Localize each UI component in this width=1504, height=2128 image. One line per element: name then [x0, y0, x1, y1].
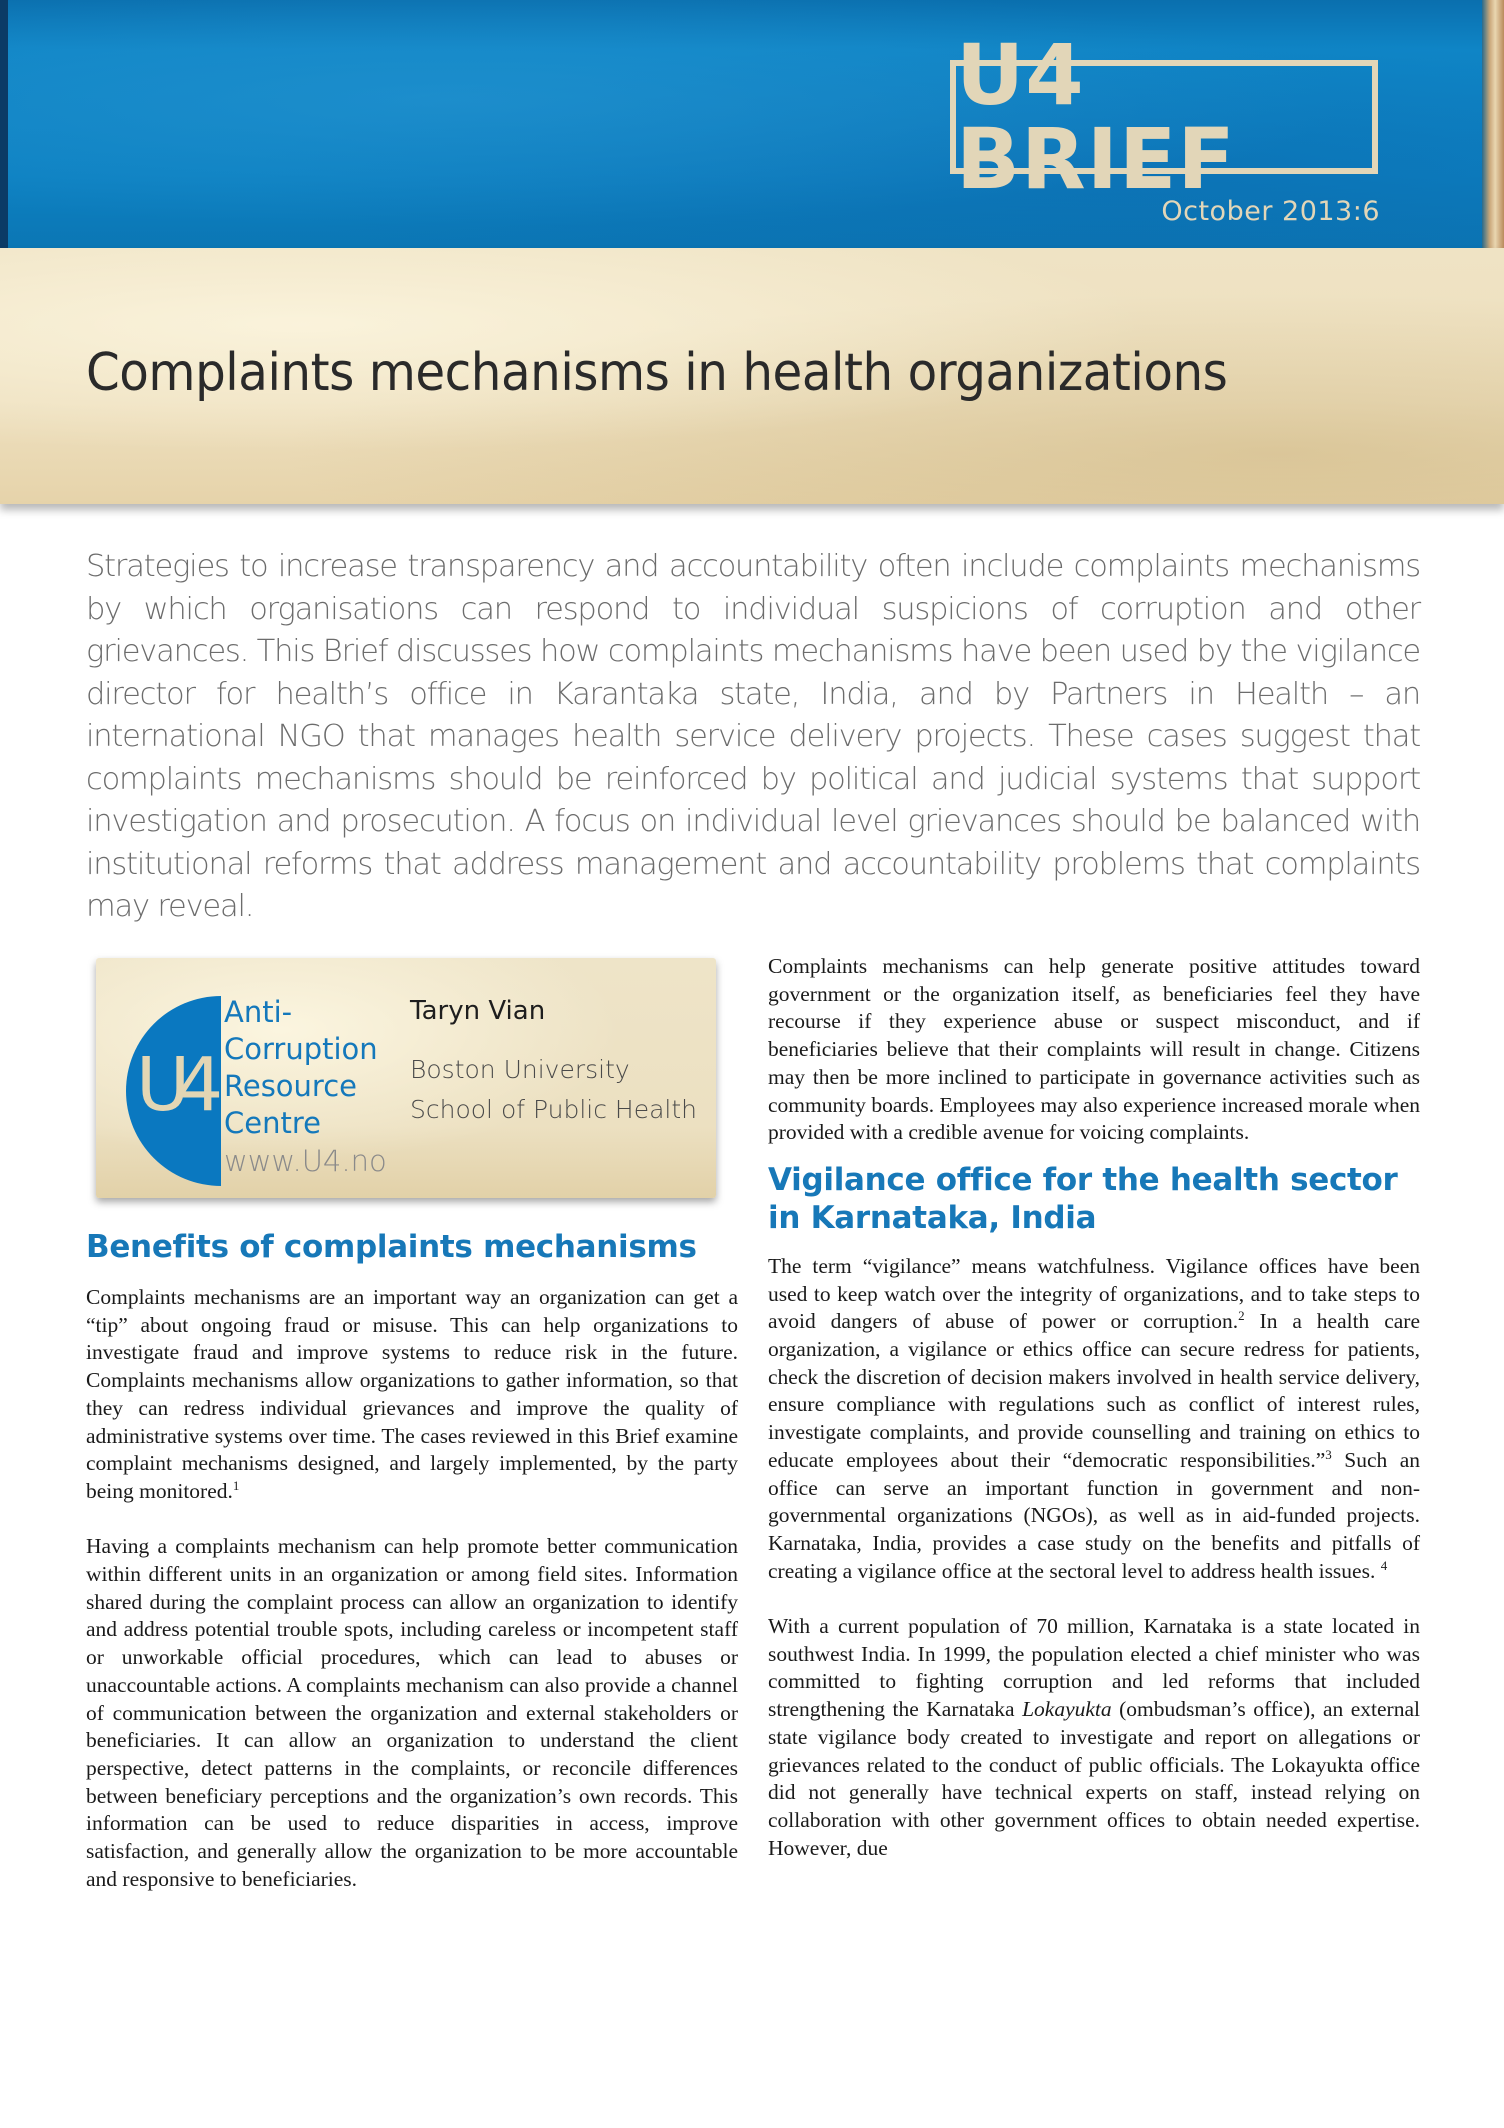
centre-name: [224, 994, 378, 1142]
centre-name-line: Resource: [224, 1069, 357, 1103]
document-title: Complaints mechanisms in health organizations: [86, 343, 1228, 403]
abstract: Strategies to increase transparency and accountability often include complaints mechanisms by which organisations can respond to individual suspicions of corruption and other grievances. This Brief discusses how complaints mechanisms have been used by the vigilance director for health’s office in Karantaka state, India, and by Partners in Health – an international NGO that manages health service delivery projects. These cases suggest that complaints mechanisms should be reinforced by political and judicial systems that support investigation and prosecution. A focus on individual level grievances should be balanced with institutional reforms that address management and accountability problems that complaints may reveal.: [86, 549, 1420, 924]
paragraph: [768, 1253, 1420, 1585]
affiliation-line: Boston University: [410, 1055, 630, 1084]
centre-name-line: Corruption: [224, 1032, 378, 1066]
paragraph-text: Complaints mechanisms are an important way an organization can get a “tip” about ongoing fraud or misuse. This can help organizations to investigate fraud and improve systems to reduce risk in the future. Complaints mechanisms allow organizations to gather information, so that they can redress individual grievances and improve the quality of administrative systems over time. The cases reviewed in this Brief examine complaint mechanisms designed, and largely implemented, by the party being monitored.: [86, 1285, 738, 1503]
brand-logo-box: [950, 26, 1378, 208]
author-affiliation: [410, 1050, 697, 1130]
brand-title: U4 BRIEF: [956, 26, 1236, 208]
paragraph-text: Such an office can serve an important function in government and non-governmental organizations (NGOs), as well as in aid-funded projects. Karnataka, India, provides a case study on the benefits and pitfalls of creating a vigilance office at the sectoral level to address health issues.: [768, 1447, 1421, 1583]
u4-logo-glyph: U4: [136, 1042, 210, 1128]
centre-name-line: Anti-: [224, 995, 293, 1029]
italic-term: Lokayukta: [1022, 1697, 1112, 1722]
paragraph-text: The term “vigilance” means watchfulness. Vigilance offices have been used to keep watch over the integrity of organizations, and to take steps to avoid dangers of abuse of power or corruption.: [768, 1253, 1420, 1334]
title-banner: [0, 248, 1504, 504]
left-column: [86, 1228, 738, 1893]
paragraph: [768, 1613, 1420, 1862]
section-heading-benefits: Benefits of complaints mechanisms: [86, 1229, 697, 1265]
paragraph: Complaints mechanisms can help generate positive attitudes toward government or the organization itself, as beneficiaries feel they have recourse if they experience abuse or suspect misconduct, and if beneficiaries believe that their complaints will result in change. Citizens may then be more inclined to participate in governance activities such as community boards. Employees may also experience increased morale when provided with a credible avenue for voicing complaints.: [768, 954, 1420, 1145]
header-banner: [0, 0, 1504, 250]
centre-website: www.U4.no: [224, 1144, 387, 1178]
footnote-ref[interactable]: 3: [1325, 1446, 1332, 1462]
affiliation-line: School of Public Health: [410, 1095, 698, 1124]
footnote-ref[interactable]: 1: [232, 1477, 240, 1493]
section-heading-vigilance: Vigilance office for the health sector in Karnataka, India: [768, 1161, 1398, 1236]
centre-name-line: Centre: [224, 1106, 321, 1140]
paragraph-text: In a health care organization, a vigilance or ethics office can secure redress for patients, check the discretion of decision makers involved in health service delivery, ensure compliance with regulations such as conflict of interest rules, investigate complaints, and provide counselling and training on ethics to educate employees about their “democratic responsibilities.”: [768, 1309, 1420, 1472]
paragraph: [86, 1284, 738, 1506]
footnote-ref[interactable]: 4: [1380, 1557, 1388, 1573]
author-card: [96, 958, 716, 1198]
right-column: [768, 953, 1420, 1862]
paragraph-text: With a current population of 70 million, Karnataka is a state located in southwest India. In 1999, the population elected a chief minister who was committed to fighting corruption and led reforms that included strengthening the Karnataka: [768, 1614, 1420, 1722]
author-name: Taryn Vian: [410, 996, 546, 1026]
issue-date: October 2013:6: [1161, 196, 1380, 227]
paragraph: Having a complaints mechanism can help promote better communication within different units in an organization or among field sites. Information shared during the complaint process can allow an organization to identify and address potential trouble spots, including careless or incompetent staff or unworkable official procedures, which can lead to abuses or unaccountable actions. A complaints mechanism can also provide a channel of communication between the organization and external stakeholders or beneficiaries. It can allow an organization to understand the client perspective, detect patterns in the complaints, or reconcile differences between beneficiary perceptions and the organization’s own records. This information can be used to reduce disparities in access, improve satisfaction, and generally allow the organization to be more accountable and responsive to beneficiaries.: [86, 1534, 738, 1891]
footnote-ref[interactable]: 2: [1238, 1308, 1245, 1324]
paragraph-text: (ombudsman’s office), an external state vigilance body created to investigate and report on allegations or grievances related to the conduct of public officials. The Lokayukta office did not generally have technical experts on staff, instead relying on collaboration with other government offices to obtain needed expertise. However, due: [768, 1697, 1420, 1860]
